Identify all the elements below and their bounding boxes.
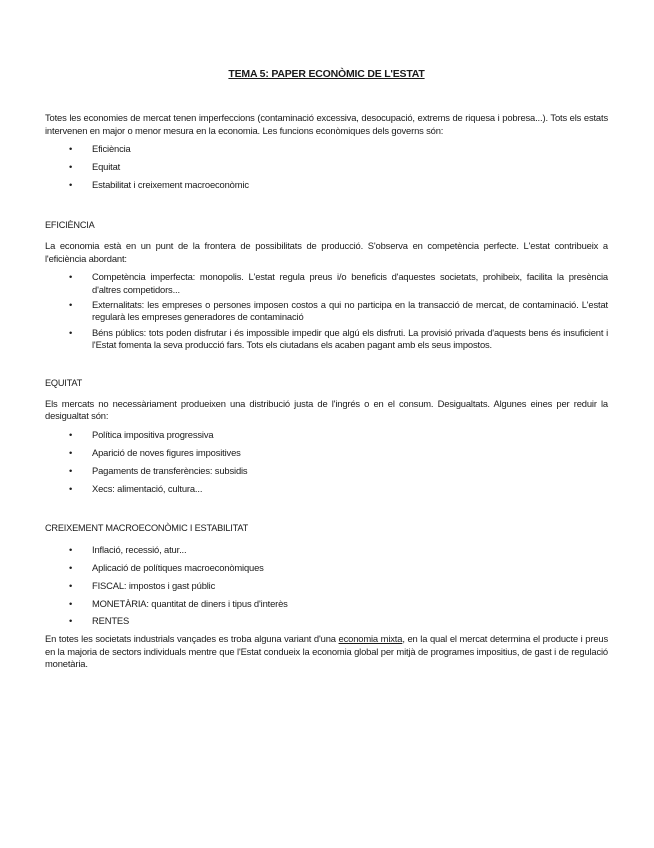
list-item: • Competència imperfecta: monopolis. L'estat regula preus i/o beneficis d'aquestes societats, prohibeix, facilita la presència d'altres competidors...: [69, 271, 608, 295]
equitat-list: [45, 429, 608, 495]
list-item: • Aparició de noves figures impositives: [69, 446, 241, 458]
bullet-icon: •: [69, 615, 73, 627]
eficiencia-paragraph: La economia està en un punt de la frontera de possibilitats de producció. S'observa en competència perfecte. L'estat contribueix a l'eficiència abordant:: [45, 240, 608, 264]
bullet-icon: •: [69, 561, 73, 573]
bullet-icon: •: [69, 298, 73, 310]
list-item: • RENTES: [69, 615, 130, 627]
list-item: • MONETÀRIA: quantitat de diners i tipus d'interès: [69, 597, 288, 609]
bullet-icon: •: [69, 271, 73, 283]
list-item: • Pagaments de transferències: subsidis: [69, 464, 248, 476]
section-heading-equitat: EQUITAT: [45, 377, 83, 388]
list-item: • Eficiència: [69, 143, 131, 155]
bullet-icon: •: [69, 428, 73, 440]
equitat-paragraph: Els mercats no necessàriament produeixen una distribució justa de l'ingrés o en el consum. Desigualtats. Algunes eines per reduir la desigualtat són:: [45, 398, 608, 422]
section-heading-eficiencia: EFICIÈNCIA: [45, 219, 95, 230]
bullet-icon: •: [69, 543, 73, 555]
eficiencia-list: [45, 271, 608, 351]
closing-paragraph: En totes les societats industrials vançades es troba alguna variant d'una economia mixta, en la qual el mercat determina el producte i preus en la majoria de sectors individuals mentre que l'Estat condueix la economia global per mitjà de programes impositius, de gast i de regulació monetària.: [45, 633, 608, 670]
bullet-icon: •: [69, 446, 73, 458]
creixement-list: [45, 544, 608, 628]
document-page: [45, 68, 608, 671]
list-item: • FISCAL: impostos i gast públic: [69, 579, 216, 591]
section-heading-creixement: CREIXEMENT MACROECONÒMIC I ESTABILITAT: [45, 523, 249, 534]
list-item: • Inflació, recessió, atur...: [69, 543, 187, 555]
bullet-icon: •: [69, 579, 73, 591]
list-item: • Béns públics: tots poden disfrutar i és impossible impedir que algú els disfruti. La provisió privada d'aquests bens és insuficient i l'Estat fomenta la seva producció fars. Tots els ciutadans els acaben pagant amb els seus impostos.: [69, 326, 608, 351]
intro-paragraph: Totes les economies de mercat tenen imperfeccions (contaminació excessiva, desocupació, extrems de riquesa i pobresa...). Tots els estats intervenen en major o menor mesura en la economia. Les funcions econòmiques dels governs són:: [45, 112, 608, 136]
bullet-icon: •: [69, 464, 73, 476]
list-item: • Política impositiva progressiva: [69, 428, 214, 440]
functions-list: [45, 143, 608, 191]
list-item: • Externalitats: les empreses o persones imposen costos a qui no participa en la transacció de mercat, de contaminació. L'estat regularà les empreses generadores de contaminació: [69, 298, 608, 323]
list-item: • Xecs: alimentació, cultura...: [69, 482, 203, 494]
bullet-icon: •: [69, 482, 73, 494]
economia-mixta-term: economia mixta: [338, 633, 403, 645]
bullet-icon: •: [69, 143, 73, 155]
list-item: • Estabilitat i creixement macroeconòmic: [69, 179, 249, 191]
list-item: • Equitat: [69, 161, 121, 173]
list-item: • Aplicació de polítiques macroeconòmiques: [69, 561, 264, 573]
bullet-icon: •: [69, 597, 73, 609]
bullet-icon: •: [69, 179, 73, 191]
page-title: TEMA 5: PAPER ECONÒMIC DE L'ESTAT: [228, 68, 425, 80]
bullet-icon: •: [69, 326, 73, 338]
bullet-icon: •: [69, 161, 73, 173]
